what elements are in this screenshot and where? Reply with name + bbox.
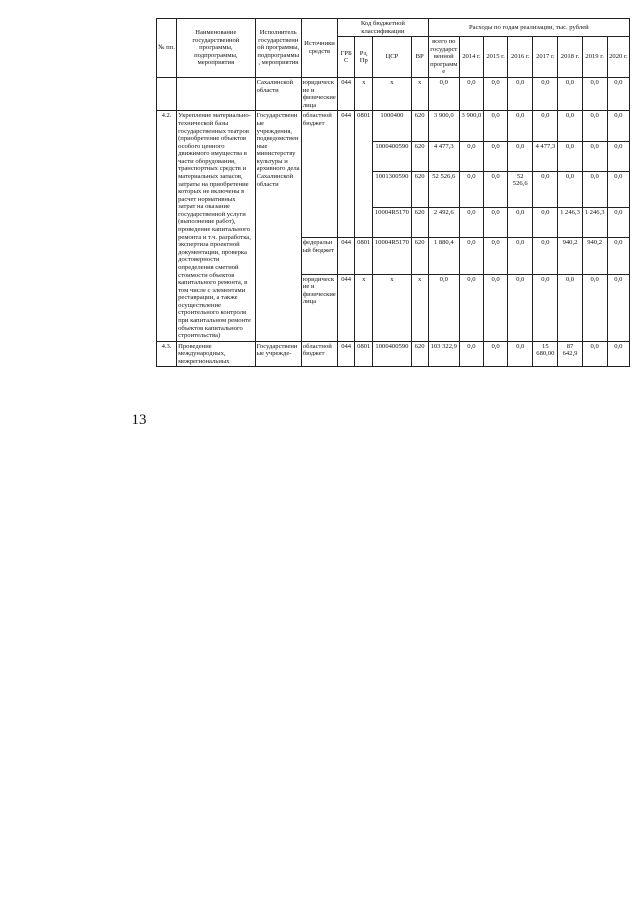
row-2018: 0,0 (558, 141, 582, 171)
budget-table (156, 18, 630, 367)
row-2019: 940,2 (582, 238, 607, 274)
row-source: юридические и физические лица (301, 78, 337, 111)
row-2018: 0,0 (558, 78, 582, 111)
row-grbs: 044 (338, 238, 355, 274)
row-executor: Государственные учрежде- (255, 341, 301, 367)
row-2020: 0,0 (607, 238, 629, 274)
row-2014: 0,0 (459, 274, 483, 341)
row-grbs: 044 (338, 341, 355, 367)
row-rzpr: 0801 (355, 341, 373, 367)
header-name: Наименование государственной программы, подпрограммы, мероприятия (177, 19, 255, 78)
row-2019: 0,0 (582, 171, 607, 207)
row-num: 4.2. (157, 111, 177, 341)
row-2015: 0,0 (484, 274, 508, 341)
row-2019: 0,0 (582, 274, 607, 341)
row-csr: 1000400590 (373, 141, 411, 171)
row-2017: 15 680,00 (533, 341, 558, 367)
row-2015: 0,0 (484, 341, 508, 367)
row-vr: 620 (411, 341, 428, 367)
row-2017: 0,0 (533, 274, 558, 341)
header-2018: 2018 г. (558, 37, 582, 78)
row-2016: 0,0 (508, 111, 533, 141)
row-csr: 1000400590 (373, 341, 411, 367)
header-vr: ВР (411, 37, 428, 78)
row-grbs: 044 (338, 78, 355, 111)
row-total: 3 900,0 (428, 111, 459, 141)
row-2015: 0,0 (484, 238, 508, 274)
row-2016: 52 526,6 (508, 171, 533, 207)
row-2016: 0,0 (508, 274, 533, 341)
row-vr: 620 (411, 208, 428, 238)
row-2014: 0,0 (459, 238, 483, 274)
table-row (157, 341, 630, 367)
header-executor: Исполнитель государственной программы, подпрограммы, мероприятия (255, 19, 301, 78)
header-2015: 2015 г. (484, 37, 508, 78)
row-2015: 0,0 (484, 78, 508, 111)
row-vr: 620 (411, 238, 428, 274)
row-2020: 0,0 (607, 171, 629, 207)
header-2014: 2014 г. (459, 37, 483, 78)
row-source: юридические и физические лица (301, 274, 337, 341)
row-2017: 0,0 (533, 238, 558, 274)
row-2015: 0,0 (484, 141, 508, 171)
row-2020: 0,0 (607, 208, 629, 238)
row-2016: 0,0 (508, 208, 533, 238)
header-rzpr: Рз, Пр (355, 37, 373, 78)
row-2016: 0,0 (508, 341, 533, 367)
row-2020: 0,0 (607, 141, 629, 171)
header-csr: ЦСР (373, 37, 411, 78)
row-2020: 0,0 (607, 78, 629, 111)
row-rzpr: х (355, 78, 373, 111)
row-csr: х (373, 274, 411, 341)
header-source: Источники средств (301, 19, 337, 78)
row-source: областной бюджет (301, 111, 337, 238)
row-2014: 3 900,0 (459, 111, 483, 141)
row-2015: 0,0 (484, 171, 508, 207)
row-2020: 0,0 (607, 341, 629, 367)
row-rzpr: 0801 (355, 111, 373, 238)
row-2019: 0,0 (582, 111, 607, 141)
header-2017: 2017 г. (533, 37, 558, 78)
row-2018: 0,0 (558, 111, 582, 141)
row-2019: 0,0 (582, 141, 607, 171)
row-2018: 0,0 (558, 171, 582, 207)
header-num: № пп. (157, 19, 177, 78)
row-2015: 0,0 (484, 208, 508, 238)
row-vr: 620 (411, 141, 428, 171)
row-num: 4.3. (157, 341, 177, 367)
row-total: 0,0 (428, 78, 459, 111)
row-2018: 1 246,3 (558, 208, 582, 238)
row-csr: 10004R5170 (373, 238, 411, 274)
row-2018: 0,0 (558, 274, 582, 341)
header-expense-group: Расходы по годам реализации, тыс. рублей (428, 19, 629, 37)
table-row (157, 111, 630, 141)
row-total: 4 477,3 (428, 141, 459, 171)
row-2015: 0,0 (484, 111, 508, 141)
row-2014: 0,0 (459, 171, 483, 207)
header-2019: 2019 г. (582, 37, 607, 78)
row-total: 103 322,9 (428, 341, 459, 367)
row-2016: 0,0 (508, 238, 533, 274)
row-2014: 0,0 (459, 208, 483, 238)
row-2017: 0,0 (533, 78, 558, 111)
header-grbs: ГРБС (338, 37, 355, 78)
row-2014: 0,0 (459, 341, 483, 367)
row-vr: 620 (411, 111, 428, 141)
row-total: 2 492,6 (428, 208, 459, 238)
row-2019: 1 246,3 (582, 208, 607, 238)
row-2020: 0,0 (607, 274, 629, 341)
header-2020: 2020 г. (607, 37, 629, 78)
header-code-group: Код бюджетной классификации (338, 19, 429, 37)
row-2018: 940,2 (558, 238, 582, 274)
row-2020: 0,0 (607, 111, 629, 141)
row-executor: Государственные учреждения, подведомственные министерству культуры и архивного дела Сахалинской области (255, 111, 301, 341)
row-name (177, 78, 255, 111)
table-row (157, 78, 630, 111)
row-total: 1 880,4 (428, 238, 459, 274)
row-2017: 0,0 (533, 111, 558, 141)
row-executor: Сахалинской области (255, 78, 301, 111)
row-2016: 0,0 (508, 141, 533, 171)
row-2017: 4 477,3 (533, 141, 558, 171)
row-2017: 0,0 (533, 208, 558, 238)
row-total: 52 526,6 (428, 171, 459, 207)
row-csr: х (373, 78, 411, 111)
row-csr: 1001300590 (373, 171, 411, 207)
row-source: областной бюджет (301, 341, 337, 367)
row-2014: 0,0 (459, 141, 483, 171)
row-2019: 0,0 (582, 341, 607, 367)
header-2016: 2016 г. (508, 37, 533, 78)
row-total: 0,0 (428, 274, 459, 341)
header-total: всего по государственной программе (428, 37, 459, 78)
row-2016: 0,0 (508, 78, 533, 111)
row-csr: 1000400 (373, 111, 411, 141)
row-num (157, 78, 177, 111)
row-rzpr: х (355, 274, 373, 341)
row-vr: х (411, 78, 428, 111)
row-rzpr: 0801 (355, 238, 373, 274)
row-2019: 0,0 (582, 78, 607, 111)
budget-table-wrapper (156, 18, 630, 367)
row-source: федеральный бюджет (301, 238, 337, 274)
row-vr: х (411, 274, 428, 341)
row-2017: 0,0 (533, 171, 558, 207)
page-number: 13 (131, 412, 147, 428)
row-name: Укрепление материально-технической базы государственных театров (приобретение объектов особого ценного движимого имущества в части оборудования, транспортных средств и материальных запасов, затраты на приобретение которых не включены в расчет нормативных затрат на оказание государственной услуги (выполнение работ), проведение капитального ремонта и т.ч. разработка, экспертиза проектной документации, проверка достоверности определения сметной стоимости объектов капитального ремонта, в том числе с элементами реставрации, а также осуществление строительного контроля при капитальном ремонте объектов капитального строительства) (177, 111, 255, 341)
row-2014: 0,0 (459, 78, 483, 111)
row-2018: 87 642,9 (558, 341, 582, 367)
row-csr: 10004R5170 (373, 208, 411, 238)
row-grbs: 044 (338, 274, 355, 341)
row-grbs: 044 (338, 111, 355, 238)
row-vr: 620 (411, 171, 428, 207)
row-name: Проведение международных, межрегиональных (177, 341, 255, 367)
